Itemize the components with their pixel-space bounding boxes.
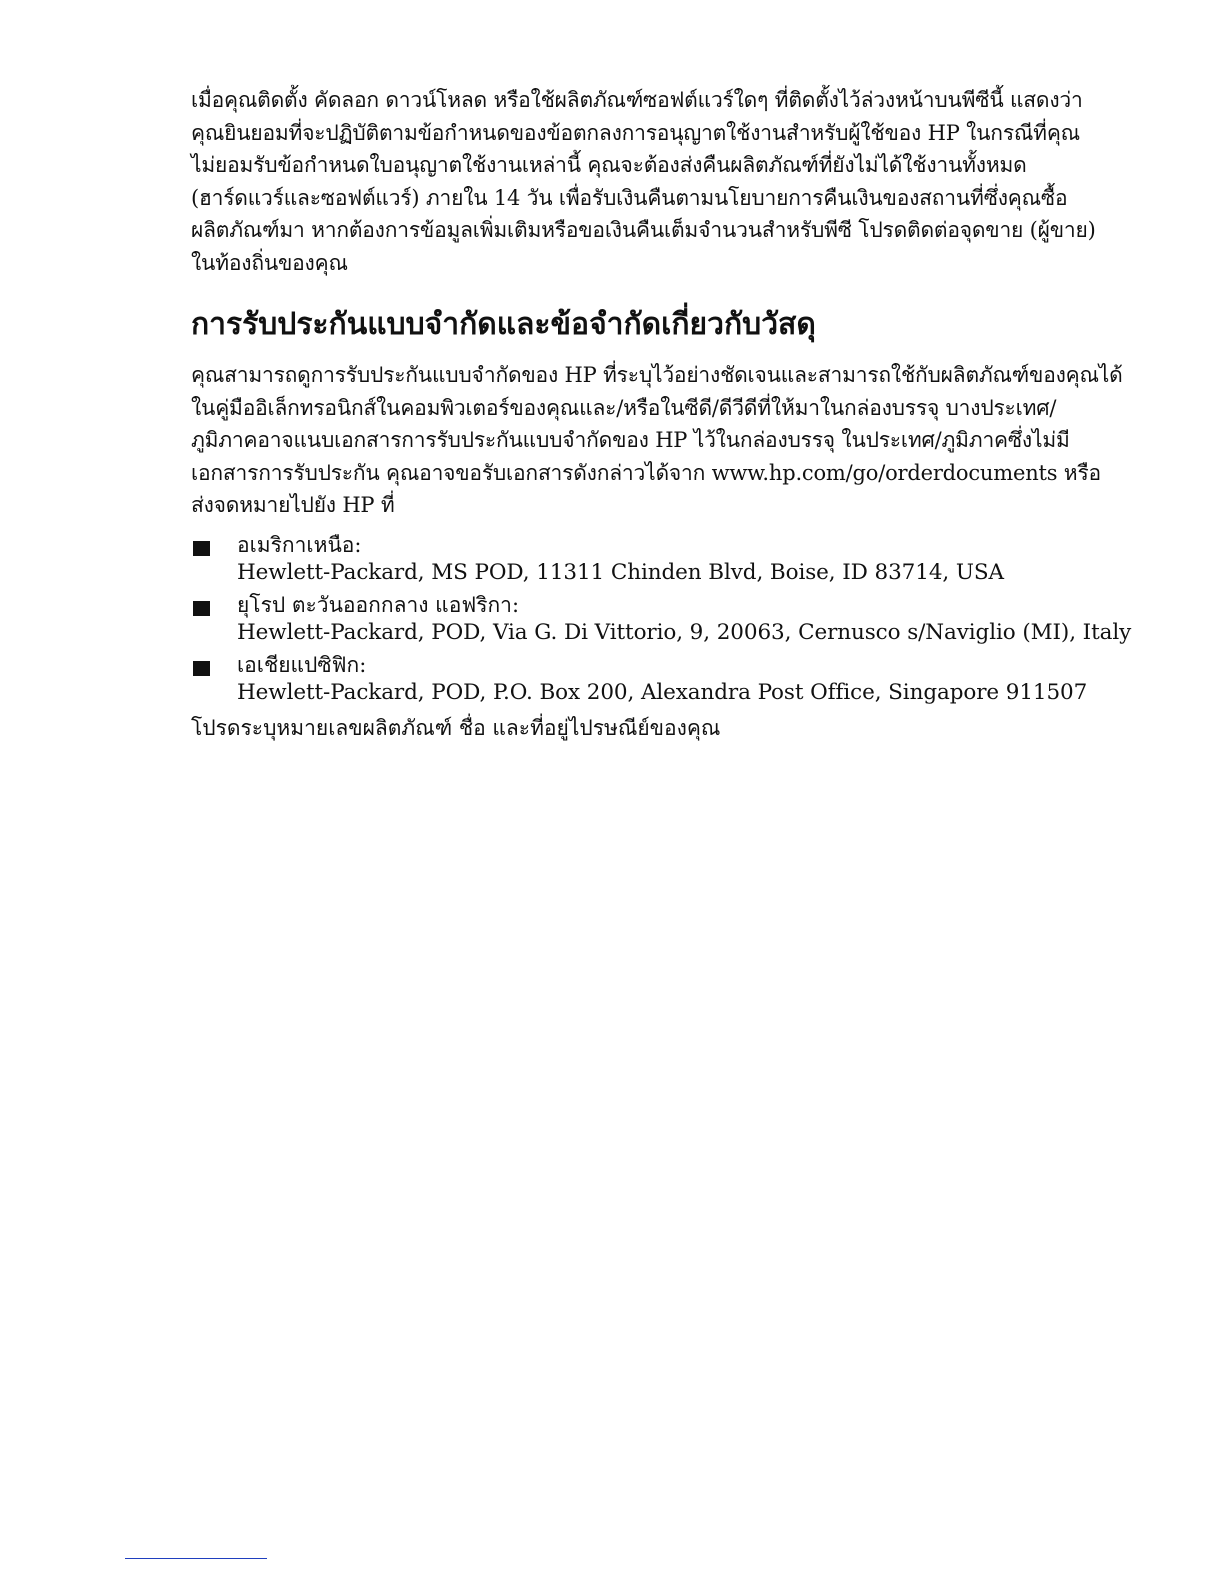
region-label: เอเชียแปซิฟิก: — [237, 652, 367, 677]
page-content — [191, 84, 1132, 744]
warranty-paragraph — [191, 359, 1123, 522]
intro-paragraph — [191, 84, 1096, 279]
intro-line: ผลิตภัณฑ์มา หากต้องการข้อมูลเพิ่มเติมหรือขอเงินคืนเต็มจำนวนสำหรับพีซี โปรดติดต่อจุดขาย (ผู้ขาย) — [191, 218, 1096, 242]
warranty-line: เอกสารการรับประกัน คุณอาจขอรับเอกสารดังกล่าวได้จาก www.hp.com/go/orderdocuments หรือ — [191, 460, 1101, 485]
square-bullet-icon — [193, 541, 210, 556]
warranty-line: คุณสามารถดูการรับประกันแบบจำกัดของ HP ที่ระบุไว้อย่างชัดเจนและสามารถใช้กับผลิตภัณฑ์ของคุณได้ — [191, 363, 1123, 387]
intro-line: (ฮาร์ดแวร์และซอฟต์แวร์) ภายใน 14 วัน เพื่อรับเงินคืนตามนโยบายการคืนเงินของสถานที่ซึ่งคุณซื้อ — [191, 185, 1068, 210]
section-heading: การรับประกันแบบจำกัดและข้อจำกัดเกี่ยวกับวัสดุ — [191, 307, 816, 342]
footnote-divider — [125, 1558, 267, 1559]
warranty-line: ส่งจดหมายไปยัง HP ที่ — [191, 493, 395, 517]
square-bullet-icon — [193, 601, 210, 616]
region-label: อเมริกาเหนือ: — [237, 532, 362, 557]
postal-address: Hewlett-Packard, POD, Via G. Di Vittorio, 9, 20063, Cernusco s/Naviglio (MI), Italy — [237, 619, 1132, 645]
address-list — [191, 532, 1132, 706]
intro-line: คุณยินยอมที่จะปฏิบัติตามข้อกำหนดของข้อตกลงการอนุญาตใช้งานสำหรับผู้ใช้ของ HP ในกรณีที่คุณ — [191, 120, 1080, 145]
postal-address: Hewlett-Packard, MS POD, 11311 Chinden Blvd, Boise, ID 83714, USA — [237, 559, 1004, 585]
intro-line: ในท้องถิ่นของคุณ — [191, 250, 348, 275]
warranty-line: ภูมิภาคอาจแนบเอกสารการรับประกันแบบจำกัดของ HP ไว้ในกล่องบรรจุ ในประเทศ/ภูมิภาคซึ่งไม่มี — [191, 428, 1070, 452]
address-item-north-america — [191, 532, 1021, 586]
warranty-line: ในคู่มืออิเล็กทรอนิกส์ในคอมพิวเตอร์ของคุณและ/หรือในซีดี/ดีวีดีที่ให้มาในกล่องบรรจุ บางประเทศ/ — [191, 395, 1057, 420]
region-label: ยุโรป ตะวันออกกลาง แอฟริกา: — [237, 592, 520, 617]
intro-line: เมื่อคุณติดตั้ง คัดลอก ดาวน์โหลด หรือใช้ผลิตภัณฑ์ซอฟต์แวร์ใดๆ ที่ติดตั้งไว้ล่วงหน้าบนพีซีนี้ แสดงว่า — [191, 88, 1083, 112]
square-bullet-icon — [193, 661, 210, 676]
postal-address: Hewlett-Packard, POD, P.O. Box 200, Alexandra Post Office, Singapore 911507 — [237, 679, 1088, 705]
address-item-emea — [191, 592, 1132, 646]
closing-note: โปรดระบุหมายเลขผลิตภัณฑ์ ชื่อ และที่อยู่ไปรษณีย์ของคุณ — [191, 715, 721, 740]
address-item-asia-pacific — [191, 652, 1088, 706]
intro-line: ไม่ยอมรับข้อกำหนดใบอนุญาตใช้งานเหล่านี้ คุณจะต้องส่งคืนผลิตภัณฑ์ที่ยังไม่ได้ใช้งานทั้งหมด — [191, 153, 1027, 177]
